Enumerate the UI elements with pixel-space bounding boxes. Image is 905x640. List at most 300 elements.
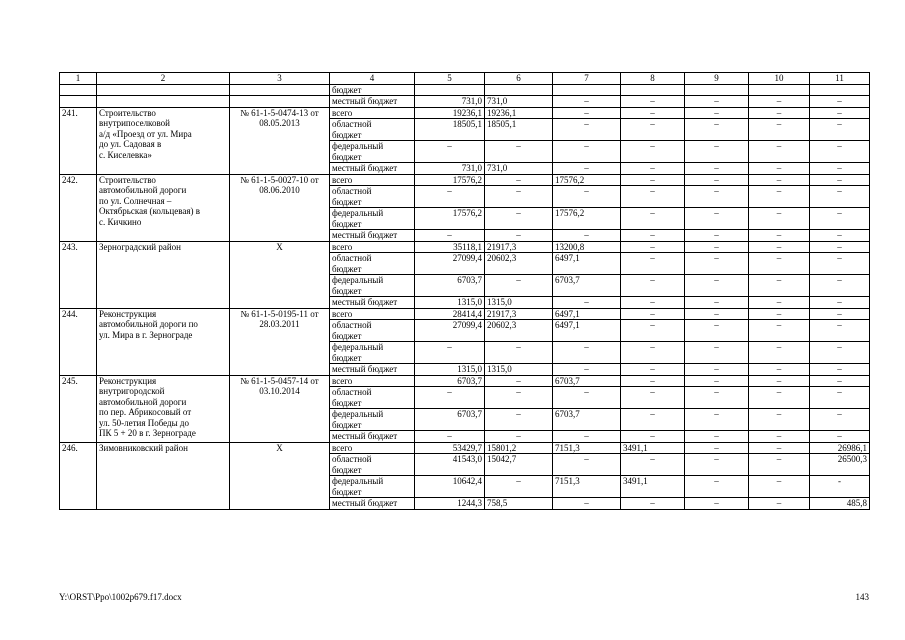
table-cell: – bbox=[749, 476, 810, 498]
table-cell: 1244,3 bbox=[415, 498, 485, 510]
table-cell: – bbox=[415, 342, 485, 364]
table-cell: – bbox=[621, 498, 685, 510]
table-cell: – bbox=[621, 186, 685, 208]
table-cell: – bbox=[810, 141, 870, 163]
table-row bbox=[60, 96, 870, 108]
table-cell bbox=[330, 409, 415, 431]
cell-text-line: Строительство bbox=[99, 107, 156, 118]
document-ref: Х bbox=[230, 442, 330, 509]
table-cell: местный бюджет bbox=[330, 297, 415, 309]
table-cell bbox=[621, 84, 685, 96]
cell-text-line: внутрипоселковой bbox=[99, 118, 170, 128]
object-name bbox=[97, 174, 230, 241]
table-cell: местный бюджет bbox=[330, 364, 415, 376]
table-cell: 6497,1 bbox=[553, 253, 621, 275]
table-cell: – bbox=[621, 275, 685, 297]
table-cell: – bbox=[485, 141, 553, 163]
col-header: 8 bbox=[621, 73, 685, 85]
table-cell: – bbox=[685, 96, 749, 108]
table-cell bbox=[330, 208, 415, 230]
table-cell: 243. bbox=[60, 241, 97, 308]
table-cell bbox=[330, 119, 415, 141]
cell-text-line: Строительство bbox=[99, 174, 156, 185]
table-cell: – bbox=[621, 208, 685, 230]
table-cell: – bbox=[415, 186, 485, 208]
table-cell: – bbox=[810, 96, 870, 108]
table-cell: – bbox=[685, 308, 749, 320]
table-cell: 6497,1 bbox=[553, 320, 621, 342]
cell-text-line: 28.03.2011 bbox=[259, 319, 300, 329]
table-cell: – bbox=[621, 454, 685, 476]
table-cell: – bbox=[685, 498, 749, 510]
table-cell: 6703,7 bbox=[415, 409, 485, 431]
table-cell: всего bbox=[330, 308, 415, 320]
table-cell: местный бюджет bbox=[330, 431, 415, 443]
table-cell bbox=[330, 342, 415, 364]
table-cell bbox=[330, 253, 415, 275]
table-row bbox=[60, 375, 870, 387]
cell-text-line: 03.10.2014 bbox=[259, 386, 300, 396]
table-cell: – bbox=[621, 342, 685, 364]
cell-text-line: ул. 50-летия Победы до bbox=[99, 417, 190, 428]
cell-text-line: бюджет bbox=[332, 486, 362, 497]
table-cell: – bbox=[749, 141, 810, 163]
table-cell: – bbox=[621, 387, 685, 409]
cell-text-line: № 61-1-5-0457-14 от bbox=[240, 375, 319, 386]
table-cell: – bbox=[749, 275, 810, 297]
table-cell: – bbox=[749, 454, 810, 476]
cell-text-line: Октябрьская (кольцевая) в bbox=[99, 206, 200, 216]
table-cell: 41543,0 bbox=[415, 454, 485, 476]
table-cell bbox=[97, 96, 230, 108]
table-cell: – bbox=[749, 208, 810, 230]
object-name bbox=[97, 308, 230, 375]
table-cell: 1315,0 bbox=[485, 364, 553, 376]
table-cell: – bbox=[485, 208, 553, 230]
col-header: 9 bbox=[685, 73, 749, 85]
table-cell: 27099,4 bbox=[415, 253, 485, 275]
table-cell: – bbox=[553, 364, 621, 376]
table-cell: местный бюджет bbox=[330, 163, 415, 175]
table-cell bbox=[60, 84, 97, 96]
cell-text-line: по ул. Солнечная – bbox=[99, 195, 172, 206]
table-cell: – bbox=[685, 375, 749, 387]
document-ref bbox=[230, 174, 330, 241]
table-cell: – bbox=[685, 476, 749, 498]
table-cell: 244. bbox=[60, 308, 97, 375]
object-name: Зимовниковский район bbox=[97, 442, 230, 509]
table-cell bbox=[685, 84, 749, 96]
cell-text-line: автомобильной дороги по bbox=[99, 319, 198, 329]
table-cell bbox=[810, 84, 870, 96]
table-cell: – bbox=[485, 476, 553, 498]
col-header: 1 bbox=[60, 73, 97, 85]
table-cell: 485,8 bbox=[810, 498, 870, 510]
table-cell bbox=[330, 141, 415, 163]
table-cell: – bbox=[553, 431, 621, 443]
table-cell: – bbox=[749, 253, 810, 275]
table-cell: 17576,2 bbox=[415, 174, 485, 186]
table-cell: 6703,7 bbox=[415, 275, 485, 297]
table-cell: – bbox=[553, 186, 621, 208]
cell-text-line: № 61-1-5-0195-11 от bbox=[240, 308, 319, 319]
table-cell: 7151,3 bbox=[553, 442, 621, 454]
table-cell: – bbox=[685, 409, 749, 431]
object-name: Зерноградский район bbox=[97, 241, 230, 308]
table-cell bbox=[330, 387, 415, 409]
table-cell: 1315,0 bbox=[485, 297, 553, 309]
object-name bbox=[97, 107, 230, 174]
table-cell: – bbox=[621, 163, 685, 175]
table-row bbox=[60, 241, 870, 253]
table-cell: – bbox=[749, 107, 810, 119]
table-cell: 1315,0 bbox=[415, 364, 485, 376]
table-cell: – bbox=[621, 409, 685, 431]
table-cell: – bbox=[810, 174, 870, 186]
table-cell: – bbox=[485, 342, 553, 364]
page-number: 143 bbox=[855, 592, 869, 602]
table-cell: 53429,7 bbox=[415, 442, 485, 454]
table-cell bbox=[330, 320, 415, 342]
table-cell: – bbox=[553, 119, 621, 141]
table-cell: – bbox=[749, 320, 810, 342]
cell-text-line: федеральный bbox=[332, 275, 384, 285]
table-cell: 7151,3 bbox=[553, 476, 621, 498]
table-cell: 758,5 bbox=[485, 498, 553, 510]
col-header: 6 bbox=[485, 73, 553, 85]
table-cell: – bbox=[553, 96, 621, 108]
cell-text-line: 08.06.2010 bbox=[259, 185, 300, 195]
table-cell: 6703,7 bbox=[553, 275, 621, 297]
budget-table bbox=[59, 72, 870, 510]
table-cell: 731,0 bbox=[415, 96, 485, 108]
col-header: 3 bbox=[230, 73, 330, 85]
table-cell: всего bbox=[330, 375, 415, 387]
cell-text-line: бюджет bbox=[332, 352, 362, 363]
table-cell: 20602,3 bbox=[485, 253, 553, 275]
table-cell: 13200,8 bbox=[553, 241, 621, 253]
cell-text-line: до ул. Садовая в bbox=[99, 139, 162, 149]
cell-text-line: бюджет bbox=[332, 464, 362, 475]
table-cell: 246. bbox=[60, 442, 97, 509]
table-cell: – bbox=[685, 208, 749, 230]
cell-text-line: федеральный bbox=[332, 476, 384, 486]
col-header: 10 bbox=[749, 73, 810, 85]
table-cell: всего bbox=[330, 442, 415, 454]
cell-text-line: с. Киселевка» bbox=[99, 149, 152, 160]
table-cell: – bbox=[485, 275, 553, 297]
table-cell: – bbox=[621, 107, 685, 119]
object-name bbox=[97, 375, 230, 442]
table-cell bbox=[330, 275, 415, 297]
header-row bbox=[60, 73, 870, 85]
table-cell bbox=[97, 84, 230, 96]
table-cell: – bbox=[621, 174, 685, 186]
table-cell: – bbox=[685, 174, 749, 186]
table-cell: 21917,3 bbox=[485, 308, 553, 320]
table-cell bbox=[330, 476, 415, 498]
table-cell: – bbox=[810, 241, 870, 253]
table-cell: – bbox=[621, 96, 685, 108]
table-cell: – bbox=[485, 174, 553, 186]
table-cell: – bbox=[685, 141, 749, 163]
table-cell: – bbox=[810, 320, 870, 342]
table-cell: – bbox=[685, 320, 749, 342]
table-cell: – bbox=[553, 387, 621, 409]
table-cell: – bbox=[749, 174, 810, 186]
cell-text-line: с. Кичкино bbox=[99, 216, 142, 227]
table-cell: – bbox=[621, 119, 685, 141]
table-cell: 6703,7 bbox=[553, 409, 621, 431]
table-cell: – bbox=[621, 230, 685, 242]
budget-type: местный бюджет bbox=[330, 96, 415, 108]
table-cell: – bbox=[685, 107, 749, 119]
table-cell: – bbox=[749, 342, 810, 364]
table-row bbox=[60, 308, 870, 320]
table-cell: – bbox=[749, 230, 810, 242]
cell-text-line: бюджет bbox=[332, 397, 362, 408]
table-cell: 17576,2 bbox=[553, 174, 621, 186]
table-cell: – bbox=[621, 320, 685, 342]
cell-text-line: по пер. Абрикосовый от bbox=[99, 407, 192, 417]
cell-text-line: областной bbox=[332, 454, 372, 464]
document-ref: Х bbox=[230, 241, 330, 308]
cell-text-line: Реконструкция bbox=[99, 375, 157, 386]
cell-text-line: Реконструкция bbox=[99, 308, 157, 319]
table-cell: – bbox=[810, 163, 870, 175]
table-cell: – bbox=[621, 253, 685, 275]
col-header: 4 bbox=[330, 73, 415, 85]
cell-text-line: автомобильной дороги bbox=[99, 396, 187, 407]
table-cell: – bbox=[621, 308, 685, 320]
table-cell: – bbox=[685, 186, 749, 208]
table-cell: – bbox=[485, 230, 553, 242]
table-cell: – bbox=[810, 308, 870, 320]
cell-text-line: областной bbox=[332, 186, 372, 196]
cell-text-line: федеральный bbox=[332, 208, 384, 218]
table-cell: – bbox=[685, 454, 749, 476]
table-cell: 6703,7 bbox=[415, 375, 485, 387]
table-cell: – bbox=[685, 119, 749, 141]
table-cell: – bbox=[621, 141, 685, 163]
table-cell: 242. bbox=[60, 174, 97, 241]
col-header: 2 bbox=[97, 73, 230, 85]
table-cell: – bbox=[749, 387, 810, 409]
table-cell: – bbox=[810, 342, 870, 364]
table-cell: – bbox=[685, 230, 749, 242]
table-cell: – bbox=[749, 375, 810, 387]
table-cell: 731,0 bbox=[485, 163, 553, 175]
table-cell: – bbox=[621, 364, 685, 376]
col-header: 7 bbox=[553, 73, 621, 85]
table-cell: – bbox=[749, 498, 810, 510]
table-cell: – bbox=[810, 409, 870, 431]
table-cell: – bbox=[810, 107, 870, 119]
table-cell: – bbox=[810, 431, 870, 443]
table-cell bbox=[230, 96, 330, 108]
cell-text-line: федеральный bbox=[332, 409, 384, 419]
table-cell: 731,0 bbox=[415, 163, 485, 175]
table-cell bbox=[330, 454, 415, 476]
document-ref bbox=[230, 375, 330, 442]
table-cell: всего bbox=[330, 241, 415, 253]
table-cell: – bbox=[415, 141, 485, 163]
cell-text-line: федеральный bbox=[332, 141, 384, 151]
table-cell: – bbox=[553, 297, 621, 309]
document-ref bbox=[230, 107, 330, 174]
table-cell: – bbox=[749, 431, 810, 443]
table-cell bbox=[749, 84, 810, 96]
table-cell: – bbox=[621, 375, 685, 387]
cell-text-line: бюджет bbox=[332, 419, 362, 430]
table-cell: – bbox=[749, 308, 810, 320]
table-cell: – bbox=[685, 253, 749, 275]
table-cell: – bbox=[810, 230, 870, 242]
table-cell: – bbox=[749, 119, 810, 141]
table-cell: – bbox=[553, 342, 621, 364]
table-cell: 731,0 bbox=[485, 96, 553, 108]
col-header: 11 bbox=[810, 73, 870, 85]
table-cell: – bbox=[485, 431, 553, 443]
table-cell: – bbox=[810, 253, 870, 275]
table-cell: 15801,2 bbox=[485, 442, 553, 454]
cell-text-line: 08.05.2013 bbox=[259, 118, 300, 128]
table-cell: 6497,1 bbox=[553, 308, 621, 320]
cell-text-line: бюджет bbox=[332, 151, 362, 162]
cell-text-line: федеральный bbox=[332, 342, 384, 352]
table-cell: – bbox=[553, 163, 621, 175]
cell-text-line: внутригородской bbox=[99, 386, 165, 396]
table-row bbox=[60, 84, 870, 96]
table-cell: местный бюджет bbox=[330, 498, 415, 510]
table-cell: 18505,1 bbox=[485, 119, 553, 141]
table-cell: всего bbox=[330, 107, 415, 119]
table-cell: всего bbox=[330, 174, 415, 186]
cell-text-line: областной bbox=[332, 320, 372, 330]
table-cell: 21917,3 bbox=[485, 241, 553, 253]
table-cell: – bbox=[810, 387, 870, 409]
table-cell: – bbox=[810, 186, 870, 208]
table-cell: – bbox=[810, 119, 870, 141]
table-cell: – bbox=[553, 141, 621, 163]
table-cell: 27099,4 bbox=[415, 320, 485, 342]
table-cell: 35118,1 bbox=[415, 241, 485, 253]
table-cell: – bbox=[749, 163, 810, 175]
table-cell: – bbox=[749, 442, 810, 454]
table-cell bbox=[230, 84, 330, 96]
table-cell: – bbox=[621, 297, 685, 309]
table-cell: 10642,4 bbox=[415, 476, 485, 498]
table-cell: 26500,3 bbox=[810, 454, 870, 476]
table-cell: 17576,2 bbox=[415, 208, 485, 230]
table-cell: 6703,7 bbox=[553, 375, 621, 387]
cell-text-line: а/д «Проезд от ул. Мира bbox=[99, 128, 192, 139]
table-cell: – bbox=[810, 275, 870, 297]
table-cell: – bbox=[485, 409, 553, 431]
table-cell: 3491,1 bbox=[621, 476, 685, 498]
table-cell: - bbox=[810, 476, 870, 498]
table-row bbox=[60, 107, 870, 119]
table-cell: местный бюджет bbox=[330, 230, 415, 242]
table-cell: – bbox=[415, 431, 485, 443]
budget-type: бюджет bbox=[330, 84, 415, 96]
cell-text-line: областной bbox=[332, 119, 372, 129]
cell-text-line: ПК 5 + 20 в г. Зернограде bbox=[99, 428, 196, 438]
cell-text-line: бюджет bbox=[332, 129, 362, 140]
cell-text-line: автомобильной дороги bbox=[99, 185, 187, 195]
cell-text-line: бюджет bbox=[332, 218, 362, 229]
table-cell: – bbox=[485, 375, 553, 387]
table-cell: – bbox=[485, 186, 553, 208]
table-cell: – bbox=[685, 297, 749, 309]
table-cell: – bbox=[810, 297, 870, 309]
table-cell: – bbox=[685, 241, 749, 253]
table-cell: – bbox=[749, 364, 810, 376]
table-cell: – bbox=[685, 342, 749, 364]
cell-text-line: ул. Мира в г. Зернограде bbox=[99, 329, 193, 340]
table-cell: 15042,7 bbox=[485, 454, 553, 476]
table-cell: – bbox=[485, 387, 553, 409]
table-cell bbox=[330, 186, 415, 208]
cell-text-line: № 61-1-5-0027-10 от bbox=[240, 174, 319, 185]
table-cell: – bbox=[685, 431, 749, 443]
table-cell: 18505,1 bbox=[415, 119, 485, 141]
table-cell: – bbox=[415, 387, 485, 409]
table-cell: – bbox=[553, 230, 621, 242]
table-cell: 20602,3 bbox=[485, 320, 553, 342]
table-cell: – bbox=[553, 107, 621, 119]
table-cell: – bbox=[685, 163, 749, 175]
table-cell: – bbox=[685, 275, 749, 297]
table-cell: – bbox=[621, 241, 685, 253]
table-cell: 19236,1 bbox=[485, 107, 553, 119]
cell-text-line: областной bbox=[332, 387, 372, 397]
table-cell: – bbox=[621, 431, 685, 443]
table-cell bbox=[553, 84, 621, 96]
table-cell: 245. bbox=[60, 375, 97, 442]
table-cell: 19236,1 bbox=[415, 107, 485, 119]
table-cell: – bbox=[553, 498, 621, 510]
cell-text-line: областной bbox=[332, 253, 372, 263]
file-path: Y:\ORST\Ppo\1002p679.f17.docx bbox=[59, 592, 182, 602]
table-cell: 26986,1 bbox=[810, 442, 870, 454]
table-cell: – bbox=[749, 241, 810, 253]
cell-text-line: № 61-1-5-0474-13 от bbox=[240, 107, 319, 118]
table-cell: – bbox=[685, 364, 749, 376]
table-cell: – bbox=[749, 186, 810, 208]
cell-text-line: бюджет bbox=[332, 330, 362, 341]
table-cell: 3491,1 bbox=[621, 442, 685, 454]
table-cell: – bbox=[810, 364, 870, 376]
table-cell: 28414,4 bbox=[415, 308, 485, 320]
table-cell: – bbox=[553, 454, 621, 476]
table-cell bbox=[415, 84, 485, 96]
table-cell: – bbox=[685, 387, 749, 409]
table-cell: – bbox=[810, 208, 870, 230]
table-cell: – bbox=[810, 375, 870, 387]
table-cell: – bbox=[749, 297, 810, 309]
cell-text-line: бюджет bbox=[332, 285, 362, 296]
table-row bbox=[60, 174, 870, 186]
row-number: 241. bbox=[60, 107, 97, 174]
table-cell: 17576,2 bbox=[553, 208, 621, 230]
table-cell: – bbox=[749, 96, 810, 108]
document-ref bbox=[230, 308, 330, 375]
table-cell: – bbox=[415, 230, 485, 242]
cell-text-line: бюджет bbox=[332, 263, 362, 274]
col-header: 5 bbox=[415, 73, 485, 85]
table-cell bbox=[60, 96, 97, 108]
